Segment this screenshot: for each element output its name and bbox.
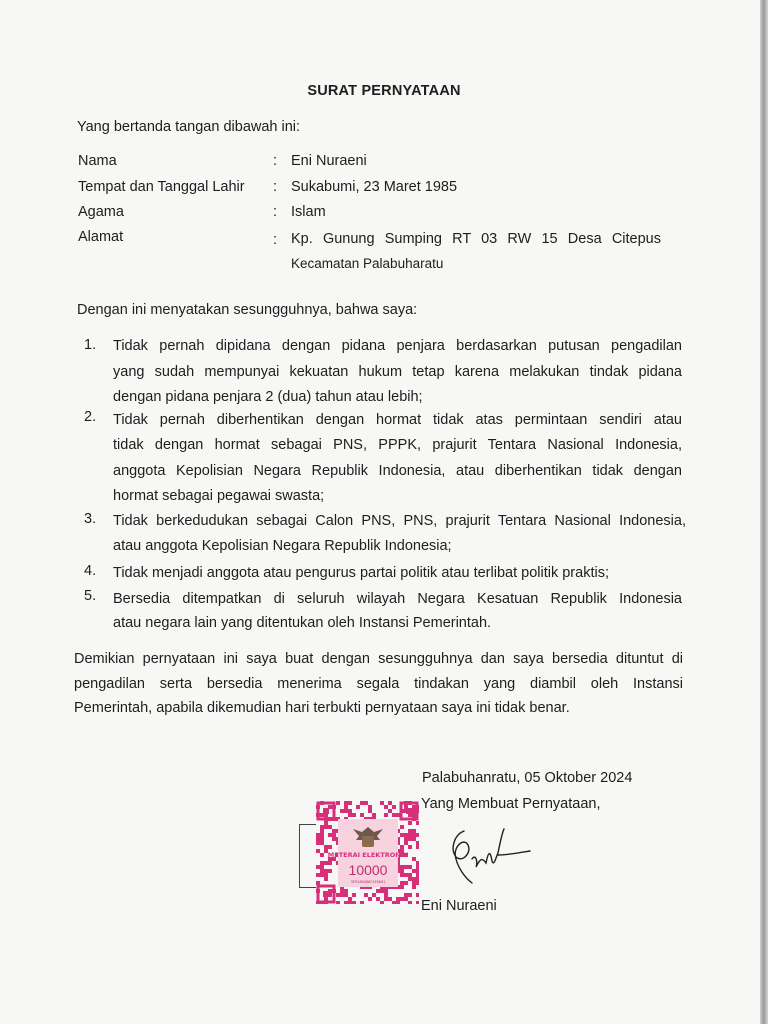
field-value-name: Eni Nuraeni [291,153,367,169]
qr-cell [404,897,408,901]
stamp-serial: 3FE2AB4D6C1E0001 [350,880,386,884]
qr-cell [384,893,388,897]
qr-cell [328,833,332,837]
qr-cell [332,837,336,841]
list-item-line: hormat sebagai pegawai swasta; [113,488,325,504]
qr-cell [408,829,412,833]
qr-cell [324,869,328,873]
page-edge-shadow [760,0,768,1024]
list-item-number: 3. [84,511,97,527]
qr-cell [328,861,332,865]
qr-cell [392,813,396,817]
qr-cell [368,805,372,809]
qr-cell [348,901,352,904]
qr-cell [360,801,364,805]
qr-cell [320,825,324,829]
qr-cell [320,853,324,857]
qr-cell [396,901,400,904]
qr-cell [412,869,416,873]
qr-cell [360,813,364,817]
field-value-address: Kp. Gunung Sumping RT 03 RW 15 Desa Citepus [291,231,661,247]
field-label-name: Nama [78,153,117,169]
qr-cell [400,885,404,889]
field-label-birth: Tempat dan Tanggal Lahir [78,179,245,195]
qr-cell [344,809,348,813]
field-value-birth: Sukabumi, 23 Maret 1985 [291,179,458,195]
qr-cell [320,837,324,841]
qr-cell [408,877,412,881]
qr-cell [360,901,364,904]
qr-cell [408,833,412,837]
intro-text: Yang bertanda tangan dibawah ini: [77,119,301,135]
qr-cell [416,881,419,885]
qr-cell [408,865,412,869]
qr-cell [324,821,328,825]
qr-cell [396,897,400,901]
qr-cell [380,889,384,893]
qr-cell [412,813,416,817]
qr-cell [408,821,412,825]
field-value-religion: Islam [291,204,326,220]
qr-cell [392,805,396,809]
list-item-line: Tidak pernah diberhentikan dengan hormat tidak atas permintaan sendiri atau [113,412,682,428]
qr-cell [416,845,419,849]
qr-cell [336,901,340,904]
qr-cell [316,837,320,841]
list-item-line: atau anggota Kepolisian Negara Republik Indonesia; [113,538,452,554]
list-item-line: dengan pidana penjara 2 (dua) tahun atau lebih; [113,389,423,405]
qr-cell [344,801,348,805]
qr-cell [404,837,408,841]
qr-cell [344,893,348,897]
list-item-number: 5. [84,588,97,604]
qr-cell [316,849,320,853]
qr-cell [412,837,416,841]
qr-cell [408,873,412,877]
qr-cell [400,865,404,869]
qr-cell [320,861,324,865]
qr-cell [364,801,368,805]
qr-cell [320,833,324,837]
field-colon: : [273,204,278,220]
qr-cell [388,801,392,805]
qr-cell [392,901,396,904]
qr-cell [416,873,419,877]
qr-cell [348,813,352,817]
qr-cell [368,897,372,901]
list-item-line: Tidak pernah dipidana dengan pidana penjara berdasarkan putusan pengadilan [113,338,682,354]
qr-cell [324,877,328,881]
field-colon: : [273,153,278,169]
list-item-line: yang sudah mempunyai kekuatan hukum tetap karena melakukan tindak pidana [113,364,682,380]
qr-cell [340,809,344,813]
qr-cell [356,805,360,809]
qr-cell [400,873,404,877]
list-item-line: Tidak berkedudukan sebagai Calon PNS, PNS, prajurit Tentara Nasional Indonesia, [113,513,686,529]
qr-cell [344,901,348,904]
qr-cell [332,833,336,837]
qr-cell [324,825,328,829]
qr-cell [388,897,392,901]
maker-label: Yang Membuat Pernyataan, [421,796,601,812]
qr-cell [320,873,324,877]
qr-cell [412,809,416,813]
qr-cell [328,869,332,873]
qr-cell [336,801,340,805]
qr-cell [408,901,412,904]
qr-cell [412,877,416,881]
qr-cell [412,805,416,809]
qr-cell [320,829,324,833]
field-colon: : [273,232,278,248]
list-item-number: 4. [84,563,97,579]
qr-cell [404,873,408,877]
qr-cell [384,813,388,817]
closing-line: Pemerintah, apabila dikemudian hari terbukti pernyataan saya ini tidak benar. [74,700,570,716]
qr-cell [380,801,384,805]
qr-cell [352,813,356,817]
qr-cell [324,861,328,865]
qr-cell [344,889,348,893]
qr-cell [416,841,419,845]
qr-cell [352,901,356,904]
qr-cell [404,865,408,869]
stamp-label: METERAI ELEKTRONIK [327,851,409,859]
document-title: SURAT PERNYATAAN [307,83,461,99]
e-meterai-stamp [316,801,419,904]
signer-name: Eni Nuraeni [421,898,497,914]
qr-cell [348,809,352,813]
qr-cell [384,805,388,809]
qr-cell [316,833,320,837]
qr-cell [416,869,419,873]
qr-cell [316,865,320,869]
qr-cell [416,877,419,881]
qr-cell [316,841,320,845]
qr-cell [412,885,416,889]
closing-line: Demikian pernyataan ini saya buat dengan sesungguhnya dan saya bersedia dituntut di [74,651,683,667]
qr-cell [396,813,400,817]
qr-cell [408,837,412,841]
list-item-line: Tidak menjadi anggota atau pengurus partai politik atau terlibat politik praktis; [113,565,609,581]
qr-cell [404,881,408,885]
qr-cell [352,893,356,897]
qr-cell [320,865,324,869]
qr-cell [316,873,320,877]
field-value-address-line2: Kecamatan Palabuharatu [291,256,444,271]
qr-cell [400,845,404,849]
qr-cell [412,881,416,885]
qr-cell [348,897,352,901]
qr-cell [416,865,419,869]
qr-cell [320,841,324,845]
qr-cell [412,833,416,837]
qr-cell [316,881,320,885]
list-item-line: tidak dengan hormat sebagai PNS, PPPK, prajurit Tentara Nasional Indonesia, [113,437,682,453]
qr-cell [372,813,376,817]
field-colon: : [273,179,278,195]
qr-cell [408,845,412,849]
qr-cell [328,825,332,829]
qr-cell [376,889,380,893]
qr-cell [328,845,332,849]
qr-cell [416,833,419,837]
qr-cell [416,821,419,825]
field-label-address: Alamat [78,229,124,245]
qr-cell [412,857,416,861]
qr-cell [384,897,388,901]
qr-cell [400,869,404,873]
qr-cell [372,893,376,897]
closing-line: pengadilan serta bersedia menerima segala tindakan yang diambil oleh Instansi [74,676,683,692]
statement-intro: Dengan ini menyatakan sesungguhnya, bahwa saya: [77,302,418,318]
qr-cell [380,901,384,904]
list-item-line: Bersedia ditempatkan di seluruh wilayah Negara Kesatuan Republik Indonesia [113,591,682,607]
qr-cell [332,829,336,833]
list-item-number: 2. [84,409,97,425]
qr-cell [320,869,324,873]
qr-cell [412,829,416,833]
qr-cell [416,861,419,865]
qr-cell [404,893,408,897]
qr-cell [416,893,419,897]
qr-cell [348,801,352,805]
qr-cell [340,893,344,897]
qr-cell [324,897,328,901]
field-label-religion: Agama [78,204,124,220]
place-date: Palabuhanratu, 05 Oktober 2024 [422,770,633,786]
qr-cell [376,897,380,901]
qr-cell [408,893,412,897]
qr-cell [344,805,348,809]
qr-cell [404,841,408,845]
list-item-number: 1. [84,337,97,353]
stamp-value: 10000 [348,862,388,878]
qr-cell [324,845,328,849]
list-item-line: atau negara lain yang ditentukan oleh Instansi Pemerintah. [113,615,492,631]
qr-cell [400,825,404,829]
qr-cell [324,873,328,877]
handwritten-signature [442,823,532,885]
qr-cell [404,833,408,837]
qr-cell [400,881,404,885]
qr-cell [400,833,404,837]
qr-cell [368,809,372,813]
qr-cell [384,889,388,893]
qr-cell [388,809,392,813]
qr-cell [416,901,419,904]
list-item-line: anggota Kepolisian Negara Republik Indonesia, atau diberhentikan tidak dengan [113,463,682,479]
qr-cell [364,893,368,897]
qr-cell [400,897,404,901]
qr-cell [340,889,344,893]
qr-cell [336,893,340,897]
